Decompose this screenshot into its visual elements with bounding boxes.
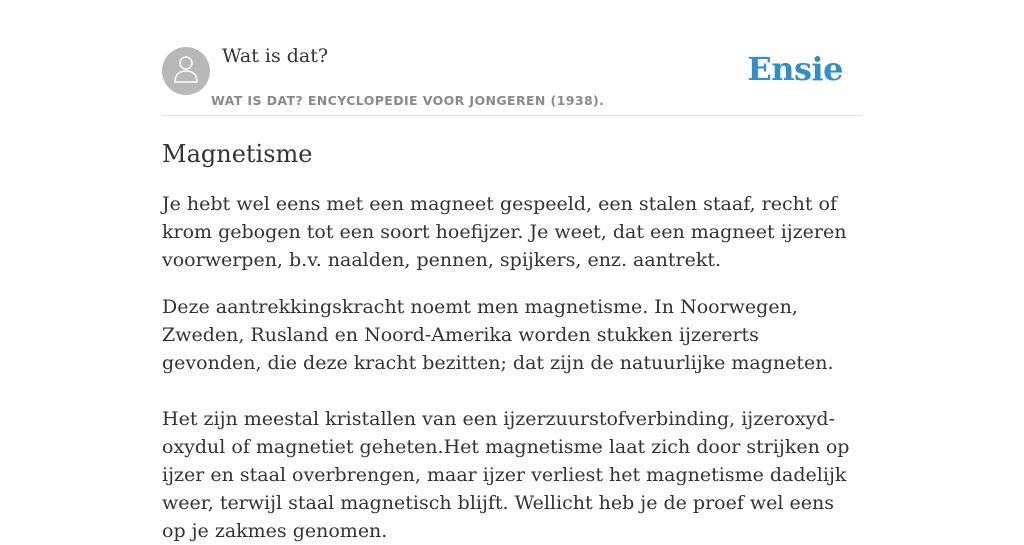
article-paragraph: Je hebt wel eens met een magneet gespeeld, een stalen staaf, recht of krom gebogen tot een soort hoefijzer. Je weet, dat een magneet ijzeren voorwerpen, b.v. naalden, pennen, spijkers, enz. aantrekt. — [162, 193, 847, 271]
author-name[interactable]: Wat is dat? — [222, 45, 329, 67]
avatar[interactable] — [162, 47, 210, 95]
article-paragraph: Deze aantrekkingskracht noemt men magnetisme. In Noorwegen, Zweden, Rusland en Noord-Amerika worden stukken ijzererts gevonden, die deze kracht bezitten; dat zijn de natuurlijke magneten. — [162, 296, 834, 374]
article-title: Magnetisme — [162, 140, 313, 168]
ensie-logo[interactable]: Ensie — [747, 50, 843, 88]
article-header — [162, 0, 862, 116]
article-paragraph: Het zijn meestal kristallen van een ijzerzuurstofverbinding, ijzeroxyd-oxydul of magnetiet geheten.Het magnetisme laat zich door strijken op ijzer en staal overbrengen, maar ijzer verliest het magnetisme dadelijk weer, terwijl staal magnetisch blijft. Wellicht heb je de proef wel eens op je zakmes genomen. — [162, 408, 850, 542]
article-container — [162, 0, 862, 545]
source-label: WAT IS DAT? ENCYCLOPEDIE VOOR JONGEREN (1938). — [211, 93, 605, 108]
user-icon — [171, 53, 201, 89]
